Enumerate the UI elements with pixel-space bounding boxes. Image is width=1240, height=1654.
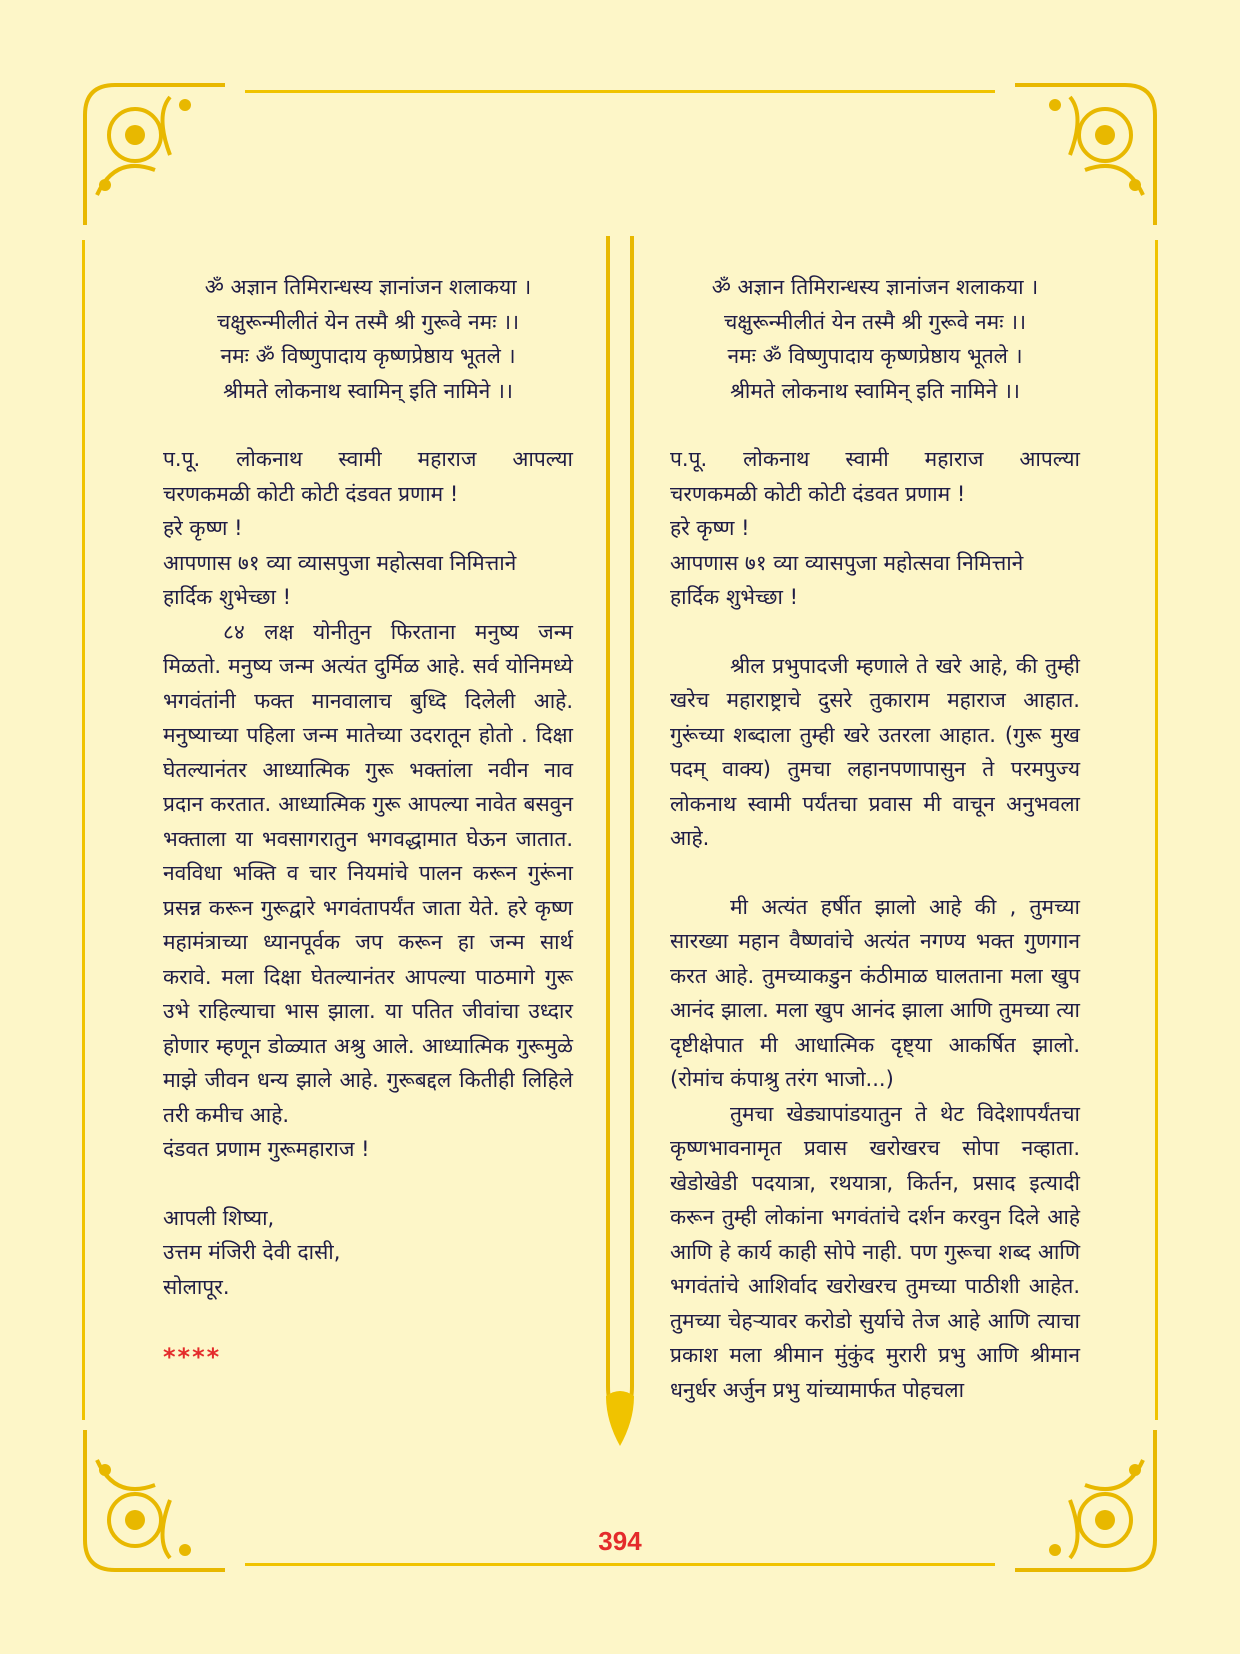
greeting-line: प.पू. लोकनाथ स्वामी महाराज आपल्या [670,447,1080,471]
shloka [163,270,573,408]
tilak-divider [602,236,638,1446]
greeting-line: प.पू. लोकनाथ स्वामी महाराज आपल्या [163,447,573,471]
shloka-line: ॐ अज्ञान तिमिरान्धस्य ज्ञानांजन शलाकया । [711,275,1039,299]
body-paragraph: तुमचा खेड्यापांडयातुन ते थेट विदेशापर्यंतचा कृष्णभावनामृत प्रवास खरोखरच सोपा नव्हाता. खेडोखेडी पदयात्रा, रथयात्रा, किर्तन, प्रसाद इत्यादी करून तुम्ही लोकांना भगवंतांचे दर्शन करवुन दिले आहे आणि हे कार्य काही सोपे नाही. पण गुरूचा शब्द आणि भगवंतांचे आशिर्वाद खरोखरच तुमच्या पाठीशी आहेत. तुमच्या चेहऱ्यावर करोडो सुर्याचे तेज आहे आणि त्याचा प्रकाश मला श्रीमान मुंकुंद मुरारी प्रभु आणि श्रीमान धनुर्धर अर्जुन प्रभु यांच्यामार्फत पोहचला [670,1101,1080,1402]
corner-ornament-bottom-right [1015,1430,1165,1580]
shloka-line: ॐ अज्ञान तिमिरान्धस्य ज्ञानांजन शलाकया । [204,275,532,299]
shloka-line: चक्षुरून्मीलीतं येन तस्मै श्री गुरूवे नमः ।। [216,309,520,334]
shloka-line: नमः ॐ विष्णुपादाय कृष्णप्रेष्ठाय भूतले । [727,344,1023,368]
shloka [670,270,1080,408]
greeting-line: हार्दिक शुभेच्छा ! [163,585,292,609]
closing-line: दंडवत प्रणाम गुरूमहाराज ! [163,1137,370,1161]
greeting-line: चरणकमळी कोटी कोटी दंडवत प्रणाम ! [163,481,459,506]
greeting-line: आपणास ७१ व्या व्यासपुजा महोत्सवा निमित्ताने [670,550,1024,575]
corner-ornament-top-left [75,75,225,225]
shloka-line: नमः ॐ विष्णुपादाय कृष्णप्रेष्ठाय भूतले । [220,344,516,368]
signature-line: सोलापूर. [163,1274,230,1299]
end-stars: **** [163,1343,222,1371]
greeting-line: आपणास ७१ व्या व्यासपुजा महोत्सवा निमित्ताने [163,550,517,575]
top-border [245,90,995,93]
signature-line: आपली शिष्या, [163,1205,275,1230]
corner-ornament-bottom-left [75,1430,225,1580]
greeting-line: हरे कृष्ण ! [163,516,243,540]
body-paragraph: ८४ लक्ष योनीतुन फिरताना मनुष्य जन्म मिळतो. मनुष्य जन्म अत्यंत दुर्मिळ आहे. सर्व योनिमध्ये भगवंतांनी फक्त मानवालाच बुध्दि दिलेली आहे. मनुष्याच्या पहिला जन्म मातेच्या उदरातून होतो . दिक्षा घेतल्यानंतर आध्यात्मिक गुरू भक्तांला नवीन नाव प्रदान करतात. आध्यात्मिक गुरू आपल्या नावेत बसवुन भक्ताला या भवसागरातुन भगवद्धामात घेऊन जातात. नवविधा भक्ति व चार नियमांचे पालन करून गुरूंना प्रसन्न करून गुरूद्वारे भगवंतापर्यंत जाता येते. हरे कृष्ण महामंत्राच्या ध्यानपूर्वक जप करून हा जन्म सार्थ करावे. मला दिक्षा घेतल्यानंतर आपल्या पाठमागे गुरू उभे राहिल्याचा भास झाला. या पतित जीवांचा उध्दार होणार म्हणून डोळ्यात अश्रु आले. आध्यात्मिक गुरूमुळे माझे जीवन धन्य झाले आहे. गुरूबद्दल कितीही लिहिले तरी कमीच आहे. [163,619,573,1127]
right-border [1155,240,1158,1420]
corner-ornament-top-right [1015,75,1165,225]
greeting-line: हरे कृष्ण ! [670,516,750,540]
right-column [670,270,1080,1407]
signature-line: उत्तम मंजिरी देवी दासी, [163,1240,341,1264]
body-paragraph: मी अत्यंत हर्षीत झालो आहे की , तुमच्या सारख्या महान वैष्णवांचे अत्यंत नगण्य भक्त गुणगान करत आहे. तुमच्याकडुन कंठीमाळ घालताना मला खुप आनंद झाला. मला खुप आनंद झाला आणि तुमच्या त्या दृष्टीक्षेपात मी आधात्मिक दृष्ट्या आकर्षित झालो. (रोमांच कंपाश्रु तरंग भाजो...) [670,894,1080,1091]
bottom-border [245,1563,995,1566]
shloka-line: श्रीमते लोकनाथ स्वामिन् इति नामिने ।। [223,378,513,403]
shloka-line: चक्षुरून्मीलीतं येन तस्मै श्री गुरूवे नमः ।। [723,309,1027,334]
greeting-line: चरणकमळी कोटी कोटी दंडवत प्रणाम ! [670,481,966,506]
left-column [163,270,573,1375]
shloka-line: श्रीमते लोकनाथ स्वामिन् इति नामिने ।। [730,378,1020,403]
greeting-line: हार्दिक शुभेच्छा ! [670,585,799,609]
page-number: 394 [598,1526,642,1556]
left-border [82,240,85,1420]
body-paragraph: श्रील प्रभुपादजी म्हणाले ते खरे आहे, की तुम्ही खरेच महाराष्ट्राचे दुसरे तुकाराम महाराज आहात. गुरूंच्या शब्दाला तुम्ही खरे उतरला आहात. (गुरू मुख पदम् वाक्य) तुमचा लहानपणापासुन ते परमपुज्य लोकनाथ स्वामी पर्यंतचा प्रवास मी वाचून अनुभवला आहे. [670,653,1080,850]
